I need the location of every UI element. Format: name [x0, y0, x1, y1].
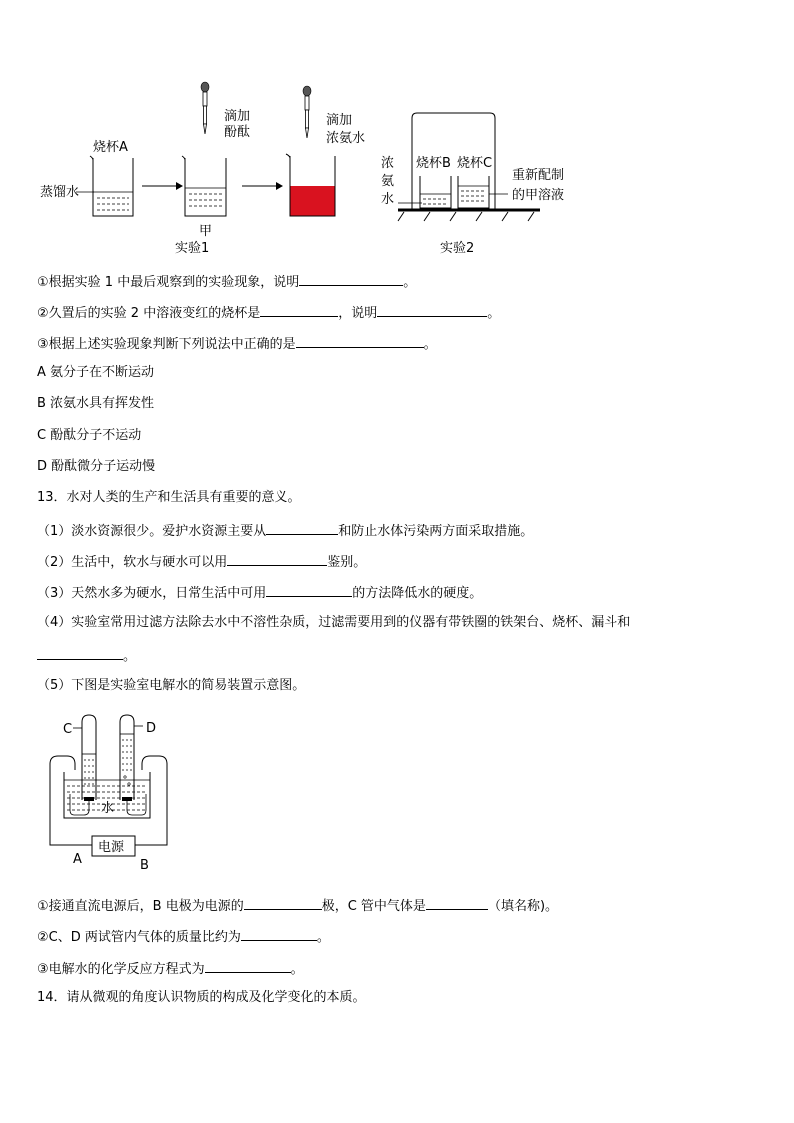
answer-blank[interactable] — [241, 926, 317, 941]
distilled-water-label: 蒸馏水 — [40, 185, 80, 200]
q13-part2: （2）生活中，软水与硬水可以用 鉴别。 — [37, 551, 366, 572]
q13-sub3: ③电解水的化学反应方程式为 。 — [37, 958, 304, 979]
q13-part4-cont: 。 — [37, 645, 136, 666]
drop-phenolphthalein-line2: 酚酞 — [224, 125, 251, 140]
arrow-2 — [242, 182, 283, 190]
answer-blank[interactable] — [244, 895, 322, 910]
ground-plate — [398, 210, 540, 221]
red-solution — [290, 186, 335, 216]
beaker-a — [90, 156, 133, 216]
dropper-2-icon — [303, 86, 311, 138]
answer-blank[interactable] — [205, 958, 291, 973]
remake-line2: 的甲溶液 — [512, 188, 565, 203]
answer-blank[interactable] — [227, 551, 327, 566]
q13-part1: （1）淡水资源很少。爱护水资源主要从 和防止水体污染两方面采取措施。 — [37, 520, 533, 541]
q13-title: 13．水对人类的生产和生活具有重要的意义。 — [37, 490, 301, 505]
beaker-a-label: 烧杯A — [93, 140, 128, 155]
experiment-figure — [0, 0, 794, 262]
answer-blank[interactable] — [37, 645, 123, 660]
answer-blank[interactable] — [266, 582, 352, 597]
electrolysis-diagram — [0, 700, 260, 880]
beaker-c-label: 烧杯C — [457, 156, 493, 171]
remake-line1: 重新配制 — [512, 168, 565, 183]
tube-d-label: D — [146, 721, 157, 736]
beaker-b-label: 烧杯B — [416, 156, 451, 171]
water-label: 水 — [101, 801, 115, 816]
option-c: C 酚酞分子不运动 — [37, 428, 142, 443]
answer-blank[interactable] — [260, 302, 338, 317]
answer-blank[interactable] — [296, 333, 424, 348]
q12-line2: ②久置后的实验 2 中溶液变红的烧杯是 ，说明 。 — [37, 302, 500, 323]
q13-part5: （5）下图是实验室电解水的简易装置示意图。 — [37, 678, 306, 693]
answer-blank[interactable] — [299, 271, 403, 286]
dropper-1-icon — [201, 82, 209, 134]
exp1-caption: 实验1 — [175, 241, 210, 256]
beaker-red — [286, 154, 335, 216]
option-a: A 氨分子在不断运动 — [37, 365, 155, 380]
beaker-c — [458, 176, 489, 208]
drop-ammonia-line2: 浓氨水 — [326, 131, 366, 146]
electrode-b-label: B — [140, 858, 149, 873]
drop-ammonia-line1: 滴加 — [326, 113, 353, 128]
power-label: 电源 — [98, 840, 125, 855]
drop-phenolphthalein-line1: 滴加 — [224, 109, 251, 124]
answer-blank[interactable] — [377, 302, 487, 317]
q13-sub2: ②C、D 两试管内气体的质量比约为 。 — [37, 926, 330, 947]
q13-part4: （4）实验室常用过滤方法除去水中不溶性杂质，过滤需要用到的仪器有带铁圈的铁架台、烧杯、漏斗和 — [37, 615, 631, 630]
beaker-b — [420, 176, 451, 208]
arrow-1 — [142, 182, 183, 190]
tube-c-label: C — [63, 722, 73, 737]
an-label: 氨 — [381, 174, 395, 189]
exp2-caption: 实验2 — [440, 241, 475, 256]
q13-sub1: ①接通直流电源后，B 电极为电源的 极，C 管中气体是 （填名称)。 — [37, 895, 558, 916]
nong-label: 浓 — [381, 156, 395, 171]
answer-blank[interactable] — [426, 895, 488, 910]
q12-line3: ③根据上述实验现象判断下列说法中正确的是 。 — [37, 333, 437, 354]
q12-line1: ①根据实验 1 中最后观察到的实验现象，说明 。 — [37, 271, 416, 292]
tube-d — [120, 715, 134, 801]
option-d: D 酚酞微分子运动慢 — [37, 459, 156, 474]
electrode-a-label: A — [73, 852, 82, 867]
answer-blank[interactable] — [266, 520, 338, 535]
jia-label: 甲 — [199, 224, 213, 239]
beaker-jia — [182, 156, 226, 216]
shui-label: 水 — [381, 192, 395, 207]
q13-part3: （3）天然水多为硬水，日常生活中可用 的方法降低水的硬度。 — [37, 582, 482, 603]
tube-c — [82, 715, 96, 801]
option-b: B 浓氨水具有挥发性 — [37, 396, 155, 411]
q14-title: 14．请从微观的角度认识物质的构成及化学变化的本质。 — [37, 990, 366, 1005]
